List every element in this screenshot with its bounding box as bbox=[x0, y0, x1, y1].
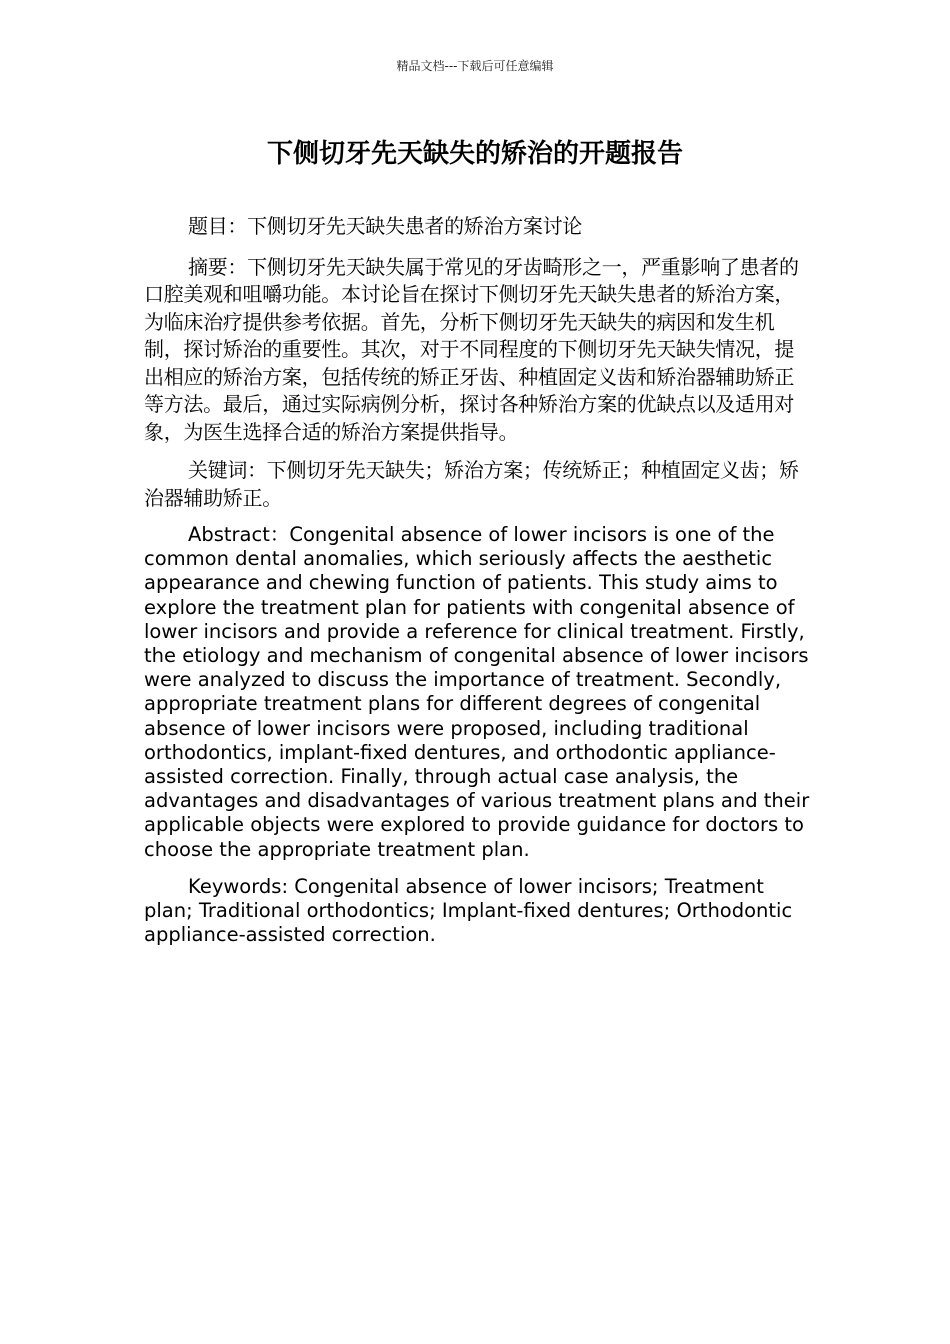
document-title: 下侧切牙先天缺失的矫治的开题报告 bbox=[266, 139, 683, 169]
keywords-en-paragraph: Keywords: Congenital absence of lower incisors; Treatment plan; Traditional orthodontics; Implant-fixed dentures; Orthodontic appliance-assisted correction. bbox=[144, 874, 793, 947]
keywords-cn-paragraph: 关键词：下侧切牙先天缺失；矫治方案；传统矫正；种植固定义齿；矫治器辅助矫正。 bbox=[144, 458, 799, 510]
abstract-en-paragraph: Abstract：Congenital absence of lower incisors is one of the common dental anomalies, which seriously affects the aesthetic appearance and chewing function of patients. This study aims to explore the treatment plan for patients with congenital absence of lower incisors and provide a reference for clinical treatment. Firstly, the etiology and mechanism of congenital absence of lower incisors were analyzed to discuss the importance of treatment. Secondly, appropriate treatment plans for different degrees of congenital absence of lower incisors were proposed, including traditional orthodontics, implant-fixed dentures, and orthodontic appliance-assisted correction. Finally, through actual case analysis, the advantages and disadvantages of various treatment plans and their applicable objects were explored to provide guidance for doctors to choose the appropriate treatment plan. bbox=[144, 523, 810, 861]
topic-paragraph: 题目：下侧切牙先天缺失患者的矫治方案讨论 bbox=[188, 214, 582, 238]
document-body bbox=[144, 213, 810, 960]
header-note: 精品文档---下载后可任意编辑 bbox=[396, 59, 554, 73]
abstract-cn-paragraph: 摘要：下侧切牙先天缺失属于常见的牙齿畸形之一，严重影响了患者的口腔美观和咀嚼功能。本讨论旨在探讨下侧切牙先天缺失患者的矫治方案，为临床治疗提供参考依据。首先，分析下侧切牙先天缺失的病因和发生机制，探讨矫治的重要性。其次，对于不同程度的下侧切牙先天缺失情况，提出相应的矫治方案，包括传统的矫正牙齿、种植固定义齿和矫治器辅助矫正等方法。最后，通过实际病例分析，探讨各种矫治方案的优缺点以及适用对象，为医生选择合适的矫治方案提供指导。 bbox=[144, 254, 799, 444]
